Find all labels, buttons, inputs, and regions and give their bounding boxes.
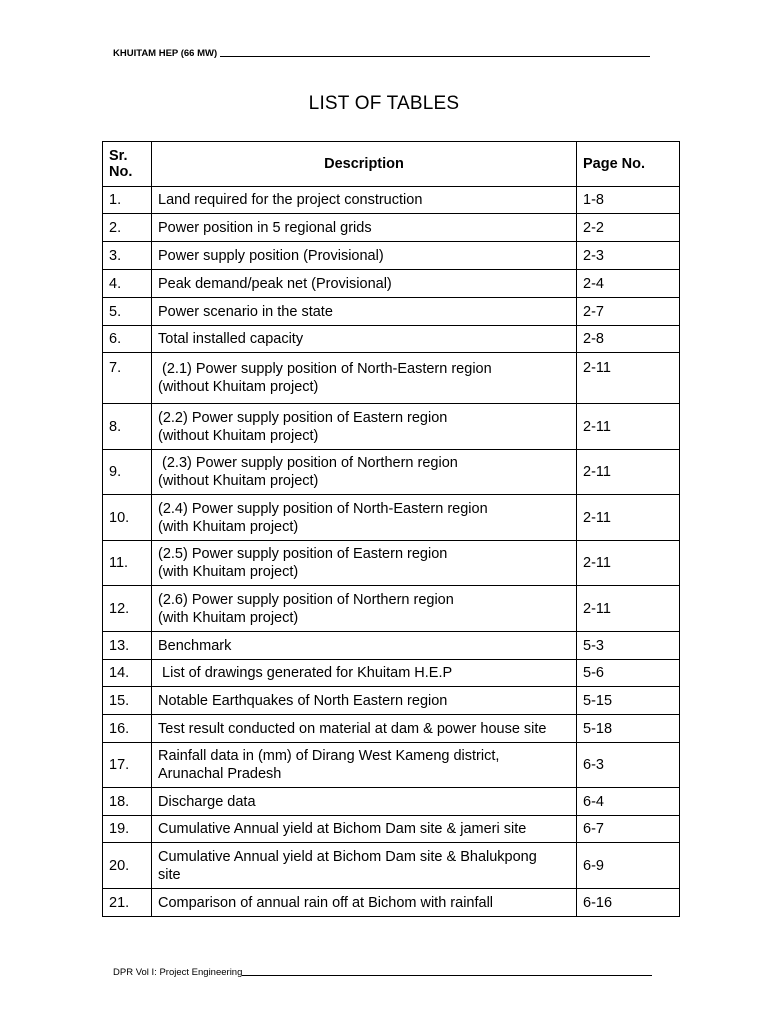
sr-no-cell: 9. <box>103 450 152 495</box>
description-line: List of drawings generated for Khuitam H.E.P <box>158 665 453 681</box>
description-line: Notable Earthquakes of North Eastern region <box>158 692 448 709</box>
sr-no-cell: 10. <box>103 495 152 541</box>
description-cell <box>152 816 577 843</box>
table-row <box>103 187 680 214</box>
description-line: Power position in 5 regional grids <box>158 219 372 236</box>
table-row <box>103 743 680 788</box>
description-cell <box>152 687 577 715</box>
sr-no-cell: 11. <box>103 541 152 586</box>
page-no-cell: 2-8 <box>577 326 680 353</box>
page-header <box>113 45 650 59</box>
description-line: (without Khuitam project) <box>158 379 319 395</box>
description-cell <box>152 660 577 687</box>
description-line: (with Khuitam project) <box>158 609 299 626</box>
table-row <box>103 586 680 632</box>
description-cell <box>152 715 577 743</box>
table-row <box>103 242 680 270</box>
table-row <box>103 816 680 843</box>
page-no-cell: 2-11 <box>577 450 680 495</box>
sr-no-cell: 15. <box>103 687 152 715</box>
page-no-cell: 6-7 <box>577 816 680 843</box>
description-cell <box>152 788 577 816</box>
page-no-cell: 5-6 <box>577 660 680 687</box>
sr-no-cell: 7. <box>103 353 152 404</box>
description-cell <box>152 242 577 270</box>
header-rule <box>220 56 650 57</box>
description-line: Test result conducted on material at dam & power house site <box>158 720 547 737</box>
description-line: Benchmark <box>158 637 232 654</box>
description-line: (2.4) Power supply position of North-Eastern region <box>158 500 488 517</box>
sr-no-cell: 17. <box>103 743 152 788</box>
table-row <box>103 298 680 326</box>
footer-rule <box>242 975 652 976</box>
sr-no-cell: 21. <box>103 889 152 917</box>
page-no-cell: 5-18 <box>577 715 680 743</box>
table-row <box>103 541 680 586</box>
table-row <box>103 687 680 715</box>
description-line: Cumulative Annual yield at Bichom Dam site & Bhalukpong <box>158 848 537 865</box>
description-cell <box>152 326 577 353</box>
description-cell <box>152 270 577 298</box>
description-line: (without Khuitam project) <box>158 427 319 444</box>
page-no-cell: 5-15 <box>577 687 680 715</box>
table-row <box>103 843 680 889</box>
description-cell <box>152 404 577 450</box>
description-line: Discharge data <box>158 793 256 810</box>
description-line: Power scenario in the state <box>158 303 333 320</box>
sr-no-cell: 18. <box>103 788 152 816</box>
description-line: (2.3) Power supply position of Northern region <box>158 455 458 471</box>
table-row <box>103 404 680 450</box>
description-cell <box>152 450 577 495</box>
page-no-cell: 2-11 <box>577 495 680 541</box>
table-row <box>103 660 680 687</box>
column-header-description: Description <box>152 142 577 187</box>
description-line: Cumulative Annual yield at Bichom Dam site & jameri site <box>158 821 527 837</box>
table-row <box>103 214 680 242</box>
description-cell <box>152 298 577 326</box>
sr-no-cell: 4. <box>103 270 152 298</box>
page-no-cell: 1-8 <box>577 187 680 214</box>
sr-no-cell: 1. <box>103 187 152 214</box>
sr-no-cell: 6. <box>103 326 152 353</box>
sr-no-cell: 16. <box>103 715 152 743</box>
description-line: site <box>158 866 181 883</box>
page-no-cell: 2-11 <box>577 586 680 632</box>
description-line: (2.5) Power supply position of Eastern region <box>158 546 448 562</box>
page-no-cell: 2-4 <box>577 270 680 298</box>
page-no-cell: 2-11 <box>577 353 680 404</box>
description-cell <box>152 214 577 242</box>
page-no-cell: 6-9 <box>577 843 680 889</box>
sr-no-cell: 14. <box>103 660 152 687</box>
description-line: Comparison of annual rain off at Bichom with rainfall <box>158 894 494 911</box>
table-row <box>103 495 680 541</box>
footer-text: DPR Vol I: Project Engineering <box>113 967 243 978</box>
description-line: Power supply position (Provisional) <box>158 247 384 264</box>
table-row <box>103 788 680 816</box>
description-line: Total installed capacity <box>158 331 304 347</box>
sr-no-cell: 2. <box>103 214 152 242</box>
table-row <box>103 450 680 495</box>
table-row <box>103 632 680 660</box>
page-no-cell: 2-11 <box>577 541 680 586</box>
sr-no-cell: 20. <box>103 843 152 889</box>
column-header-page-no: Page No. <box>577 142 680 187</box>
description-cell <box>152 353 577 404</box>
page-no-cell: 2-3 <box>577 242 680 270</box>
page-no-cell: 2-7 <box>577 298 680 326</box>
page-no-cell: 5-3 <box>577 632 680 660</box>
page-no-cell: 2-11 <box>577 404 680 450</box>
description-line: (without Khuitam project) <box>158 473 319 489</box>
sr-no-cell: 13. <box>103 632 152 660</box>
description-cell <box>152 586 577 632</box>
description-cell <box>152 541 577 586</box>
description-line: (with Khuitam project) <box>158 564 299 580</box>
table-row <box>103 270 680 298</box>
sr-no-cell: 12. <box>103 586 152 632</box>
table-row <box>103 715 680 743</box>
page-footer <box>113 964 652 978</box>
page-no-cell: 2-2 <box>577 214 680 242</box>
header-text: KHUITAM HEP (66 MW) <box>113 48 218 59</box>
description-cell <box>152 889 577 917</box>
description-line: (2.2) Power supply position of Eastern region <box>158 409 448 426</box>
description-cell <box>152 187 577 214</box>
description-cell <box>152 495 577 541</box>
column-header-sr-no: Sr. No. <box>103 142 152 187</box>
description-cell <box>152 743 577 788</box>
sr-no-cell: 3. <box>103 242 152 270</box>
description-line: Peak demand/peak net (Provisional) <box>158 275 392 292</box>
table-header-row <box>103 142 680 187</box>
table-row <box>103 889 680 917</box>
page-title: LIST OF TABLES <box>308 93 460 114</box>
description-cell <box>152 843 577 889</box>
description-cell <box>152 632 577 660</box>
description-line: Rainfall data in (mm) of Dirang West Kameng district, <box>158 748 500 764</box>
sr-no-cell: 5. <box>103 298 152 326</box>
page-no-cell: 6-16 <box>577 889 680 917</box>
sr-no-cell: 19. <box>103 816 152 843</box>
description-line: Land required for the project construction <box>158 192 423 208</box>
table-row <box>103 326 680 353</box>
table-row <box>103 353 680 404</box>
description-line: (2.6) Power supply position of Northern region <box>158 591 454 608</box>
description-line: Arunachal Pradesh <box>158 766 282 782</box>
list-of-tables <box>102 141 680 917</box>
sr-no-cell: 8. <box>103 404 152 450</box>
page-no-cell: 6-3 <box>577 743 680 788</box>
description-line: (with Khuitam project) <box>158 518 299 535</box>
description-line: (2.1) Power supply position of North-Eastern region <box>158 361 492 377</box>
page-no-cell: 6-4 <box>577 788 680 816</box>
